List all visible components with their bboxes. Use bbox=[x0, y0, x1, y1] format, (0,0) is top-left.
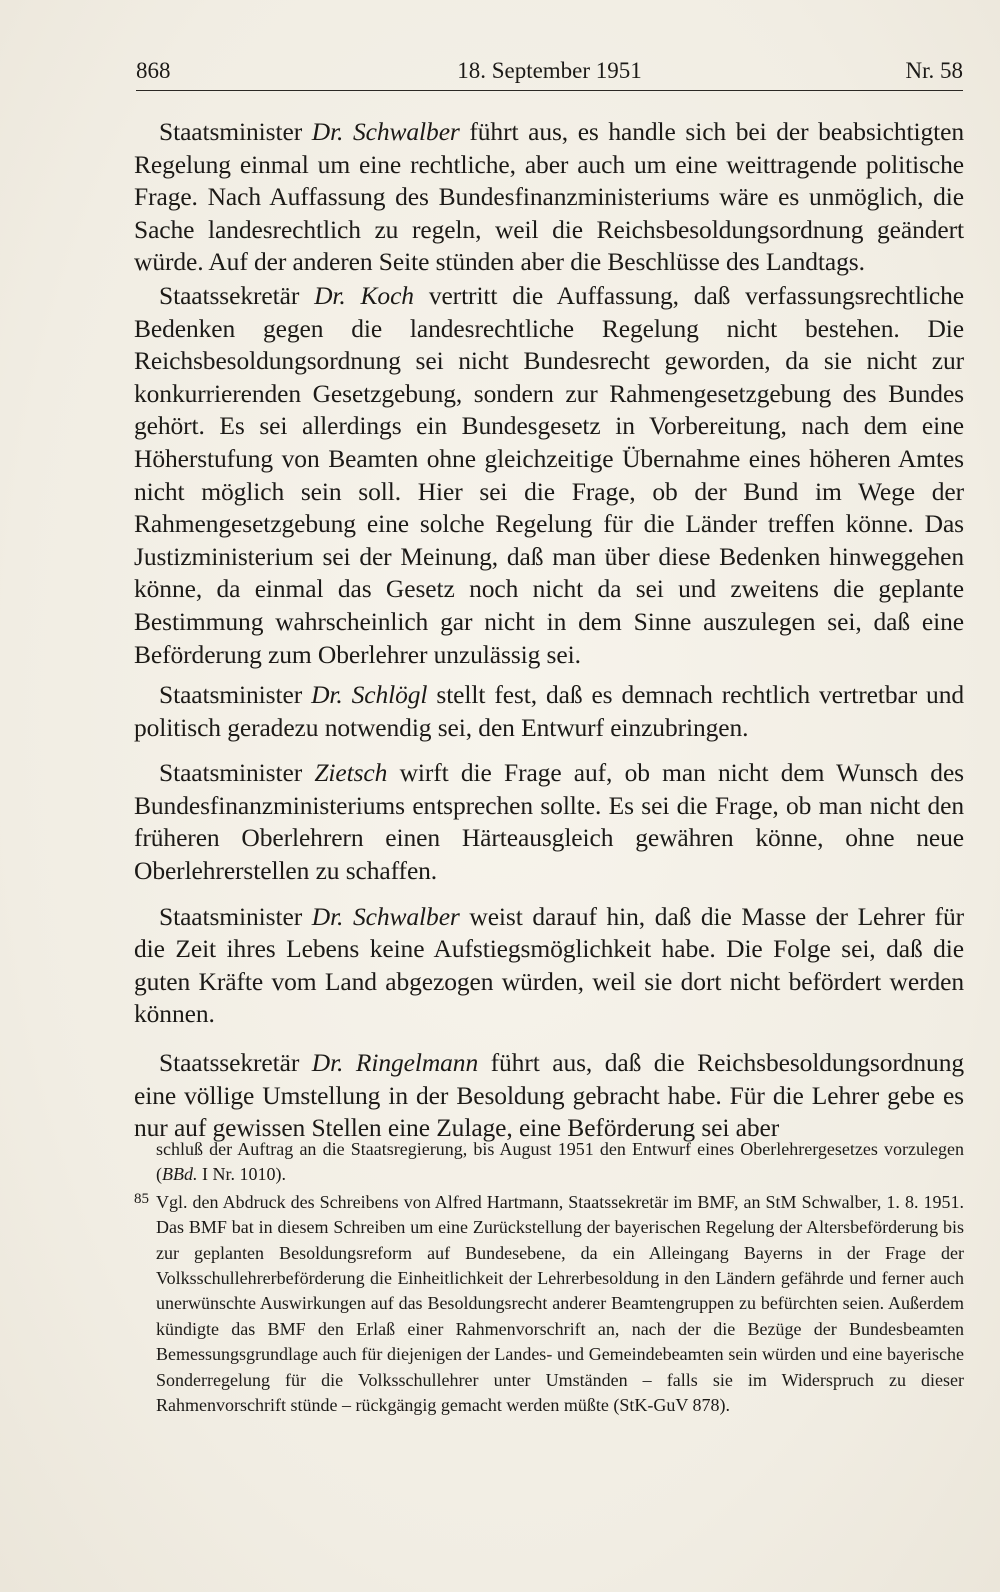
footnote bbox=[134, 1190, 964, 1419]
speaker-role: Staatsminister bbox=[159, 901, 303, 931]
paragraph-text: wirft die Frage auf, ob man nicht dem Wunsch des Bundesfinanzministeriums entsprechen sollte. Es sei die Frage, ob man nicht den früheren Oberlehrern einen Härteausgleich gewähren könne, ohne neue Oberlehrerstellen zu schaffen. bbox=[134, 758, 964, 886]
document-number: Nr. 58 bbox=[905, 58, 963, 83]
paragraph bbox=[134, 1047, 964, 1145]
paragraph-text: stellt fest, daß es demnach rechtlich vertretbar und politisch geradezu notwendig sei, den Entwurf einzubringen. bbox=[134, 680, 965, 742]
paragraph-text: führt aus, es handle sich bei der beabsichtigten Regelung einmal um eine rechtliche, aber auch um eine weittragende politische Frage. Nach Auffassung des Bundesfinanzministeriums wäre es unmöglich, die Sache landesrechtlich zu regeln, weil die Reichsbesoldungsordnung geändert würde. Auf der anderen Seite stünden aber die Beschlüsse des Landtags. bbox=[134, 117, 965, 277]
speaker-role: Staatssekretär bbox=[159, 280, 300, 310]
footnote-text: schluß der Auftrag an die Staatsregierung, bis August 1951 den Entwurf eines Oberlehrergesetzes vorzulegen ( bbox=[156, 1139, 964, 1185]
paragraph bbox=[134, 679, 964, 744]
speaker-role: Staatssekretär bbox=[159, 1048, 300, 1078]
speaker-name: Dr. Schlögl bbox=[311, 680, 428, 710]
footnote-italic: BBd. bbox=[162, 1164, 198, 1185]
speaker-name: Zietsch bbox=[314, 758, 388, 788]
main-text bbox=[134, 116, 964, 1145]
footnote bbox=[134, 1137, 964, 1188]
paragraph-text: vertritt die Auffassung, daß verfassungsrechtliche Bedenken gegen die landesrechtliche Regelung nicht bestehen. Die Reichsbesoldungsordnung sei nicht Bundesrecht geworden, da sie nicht zur konkurrierenden Gesetzgebung, sondern zur Rahmengesetzgebung des Bundes gehört. Es sei allerdings ein Bundesgesetz in Vorbereitung, nach dem eine Höherstufung von Beamten ohne gleichzeitige Übernahme eines höheren Amtes nicht möglich sein soll. Hier sei die Frage, ob der Bund im Wege der Rahmengesetzgebung eine solche Regelung für die Länder treffen könne. Das Justizministerium sei der Meinung, daß man über diese Bedenken hinweggehen könne, da einmal das Gesetz noch nicht da sei und zweitens die geplante Bestimmung wahrscheinlich gar nicht in dem Sinne auszulegen sei, daß eine Beförderung zum Oberlehrer unzulässig sei. bbox=[134, 280, 964, 669]
paragraph bbox=[134, 116, 964, 279]
speaker-role: Staatsminister bbox=[159, 680, 303, 710]
page-number: 868 bbox=[136, 58, 171, 83]
paragraph bbox=[134, 901, 964, 1031]
paragraph-text: weist darauf hin, daß die Masse der Lehrer für die Zeit ihres Lebens keine Aufstiegsmöglichkeit habe. Die Folge sei, daß die guten Kräfte vom Land abgezogen würden, weil sie dort nicht befördert werden können. bbox=[134, 901, 964, 1029]
paragraph-text: führt aus, daß die Reichsbesoldungsordnung eine völlige Umstellung in der Besoldung gebracht habe. Für die Lehrer gebe es nur auf gewissen Stellen eine Zulage, eine Beförderung sei aber bbox=[134, 1048, 965, 1143]
paragraph bbox=[134, 757, 964, 887]
speaker-name: Dr. Schwalber bbox=[311, 117, 460, 146]
footnotes bbox=[134, 1137, 964, 1418]
speaker-name: Dr. Koch bbox=[314, 280, 414, 310]
speaker-role: Staatsminister bbox=[159, 117, 303, 146]
paragraph bbox=[134, 280, 964, 671]
speaker-name: Dr. Schwalber bbox=[311, 901, 460, 931]
header-date: 18. September 1951 bbox=[457, 58, 642, 83]
footnote-number: 85 bbox=[134, 1190, 149, 1207]
footnote-text-after: I Nr. 1010). bbox=[197, 1164, 286, 1185]
speaker-name: Dr. Ringelmann bbox=[311, 1048, 479, 1078]
header-rule bbox=[136, 90, 963, 91]
footnote-text: Vgl. den Abdruck des Schreibens von Alfred Hartmann, Staatssekretär im BMF, an StM Schwalber, 1. 8. 1951. Das BMF bat in diesem Schreiben um eine Zurückstellung der bayerischen Regelung der Altersbeförderung bis zur geplanten Besoldungsreform auf Bundesebene, da ein Alleingang Bayerns in der Frage der Volksschullehrerbeförderung die Einheitlichkeit der Lehrerbesoldung in den Ländern gefährde und ferner auch unerwünschte Auswirkungen auf das Besoldungsrecht anderer Beamtengruppen zu befürchten seien. Außerdem kündigte das BMF den Erlaß einer Rahmenvorschrift an, nach der die Bezüge der Bundesbeamten Bemessungsgrundlage auch für diejenigen der Landes- und Gemeindebeamten sein würden und eine bayerische Sonderregelung für die Volksschullehrer unter Umständen – falls sie im Widerspruch zu dieser Rahmenvorschrift stünde – rückgängig gemacht werden müßte (StK-GuV 878). bbox=[156, 1191, 964, 1416]
running-header bbox=[136, 54, 963, 88]
speaker-role: Staatsminister bbox=[159, 758, 303, 788]
